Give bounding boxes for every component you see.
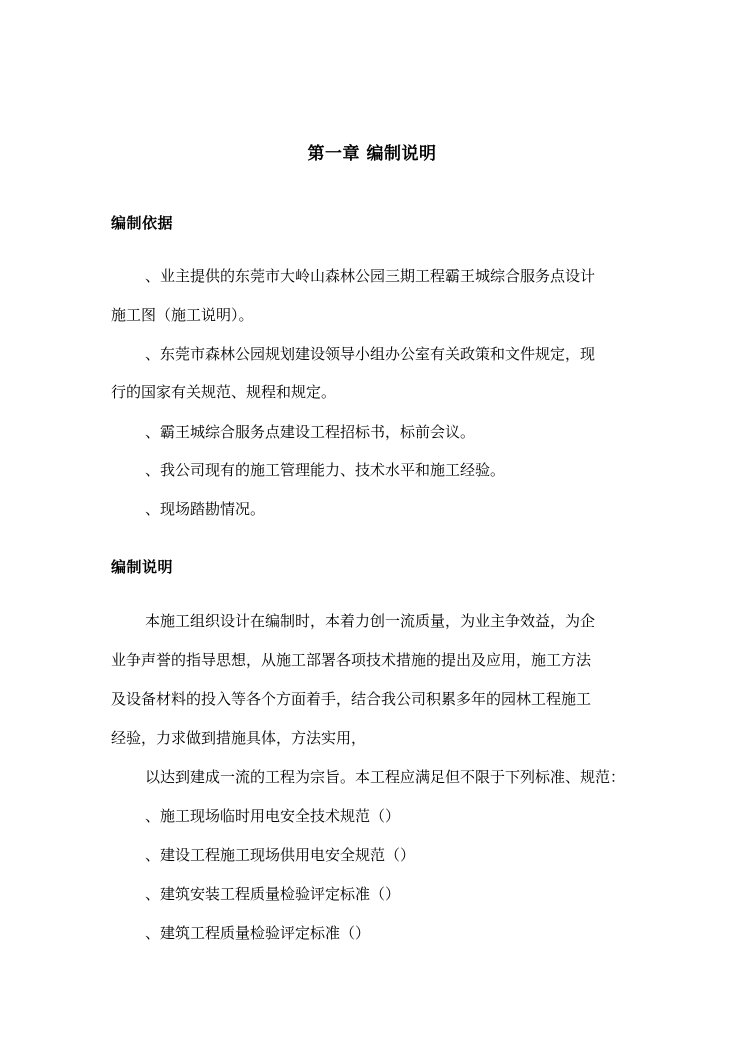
explanation-paragraph-line-2: 业争声誉的指导思想，从施工部署各项技术措施的提出及应用，施工方法 — [111, 651, 592, 669]
basis-item-3: 、霸王城综合服务点建设工程招标书，标前会议。 — [145, 423, 476, 441]
chapter-title: 第一章 编制说明 — [307, 144, 437, 164]
standard-item-4: 、建筑工程质量检验评定标准（） — [145, 924, 371, 942]
explanation-paragraph-line-3: 及设备材料的投入等各个方面着手，结合我公司积累多年的园林工程施工 — [111, 690, 592, 708]
basis-item-2: 、东莞市森林公园规划建设领导小组办公室有关政策和文件规定，现 — [145, 345, 596, 363]
standard-item-1: 、施工现场临时用电安全技术规范（） — [145, 807, 401, 825]
standard-item-2: 、建设工程施工现场供用电安全规范（） — [145, 846, 416, 864]
section-heading-explanation: 编制说明 — [111, 558, 174, 576]
basis-item-5: 、现场踏勘情况。 — [145, 500, 266, 518]
explanation-paragraph-line-5: 以达到建成一流的工程为宗旨。本工程应满足但不限于下列标准、规范： — [145, 768, 626, 786]
basis-item-4: 、我公司现有的施工管理能力、技术水平和施工经验。 — [145, 461, 506, 479]
basis-item-1: 、业主提供的东莞市大岭山森林公园三期工程霸王城综合服务点设计 — [145, 267, 596, 285]
basis-item-1-cont: 施工图（施工说明）。 — [111, 306, 254, 324]
basis-item-2-cont: 行的国家有关规范、规程和规定。 — [111, 383, 337, 401]
explanation-paragraph-line-4: 经验，力求做到措施具体，方法实用， — [111, 729, 367, 747]
explanation-paragraph-line-1: 本施工组织设计在编制时，本着力创一流质量，为业主争效益，为企 — [145, 612, 596, 630]
standard-item-3: 、建筑安装工程质量检验评定标准（） — [145, 885, 401, 903]
section-heading-basis: 编制依据 — [111, 214, 174, 232]
